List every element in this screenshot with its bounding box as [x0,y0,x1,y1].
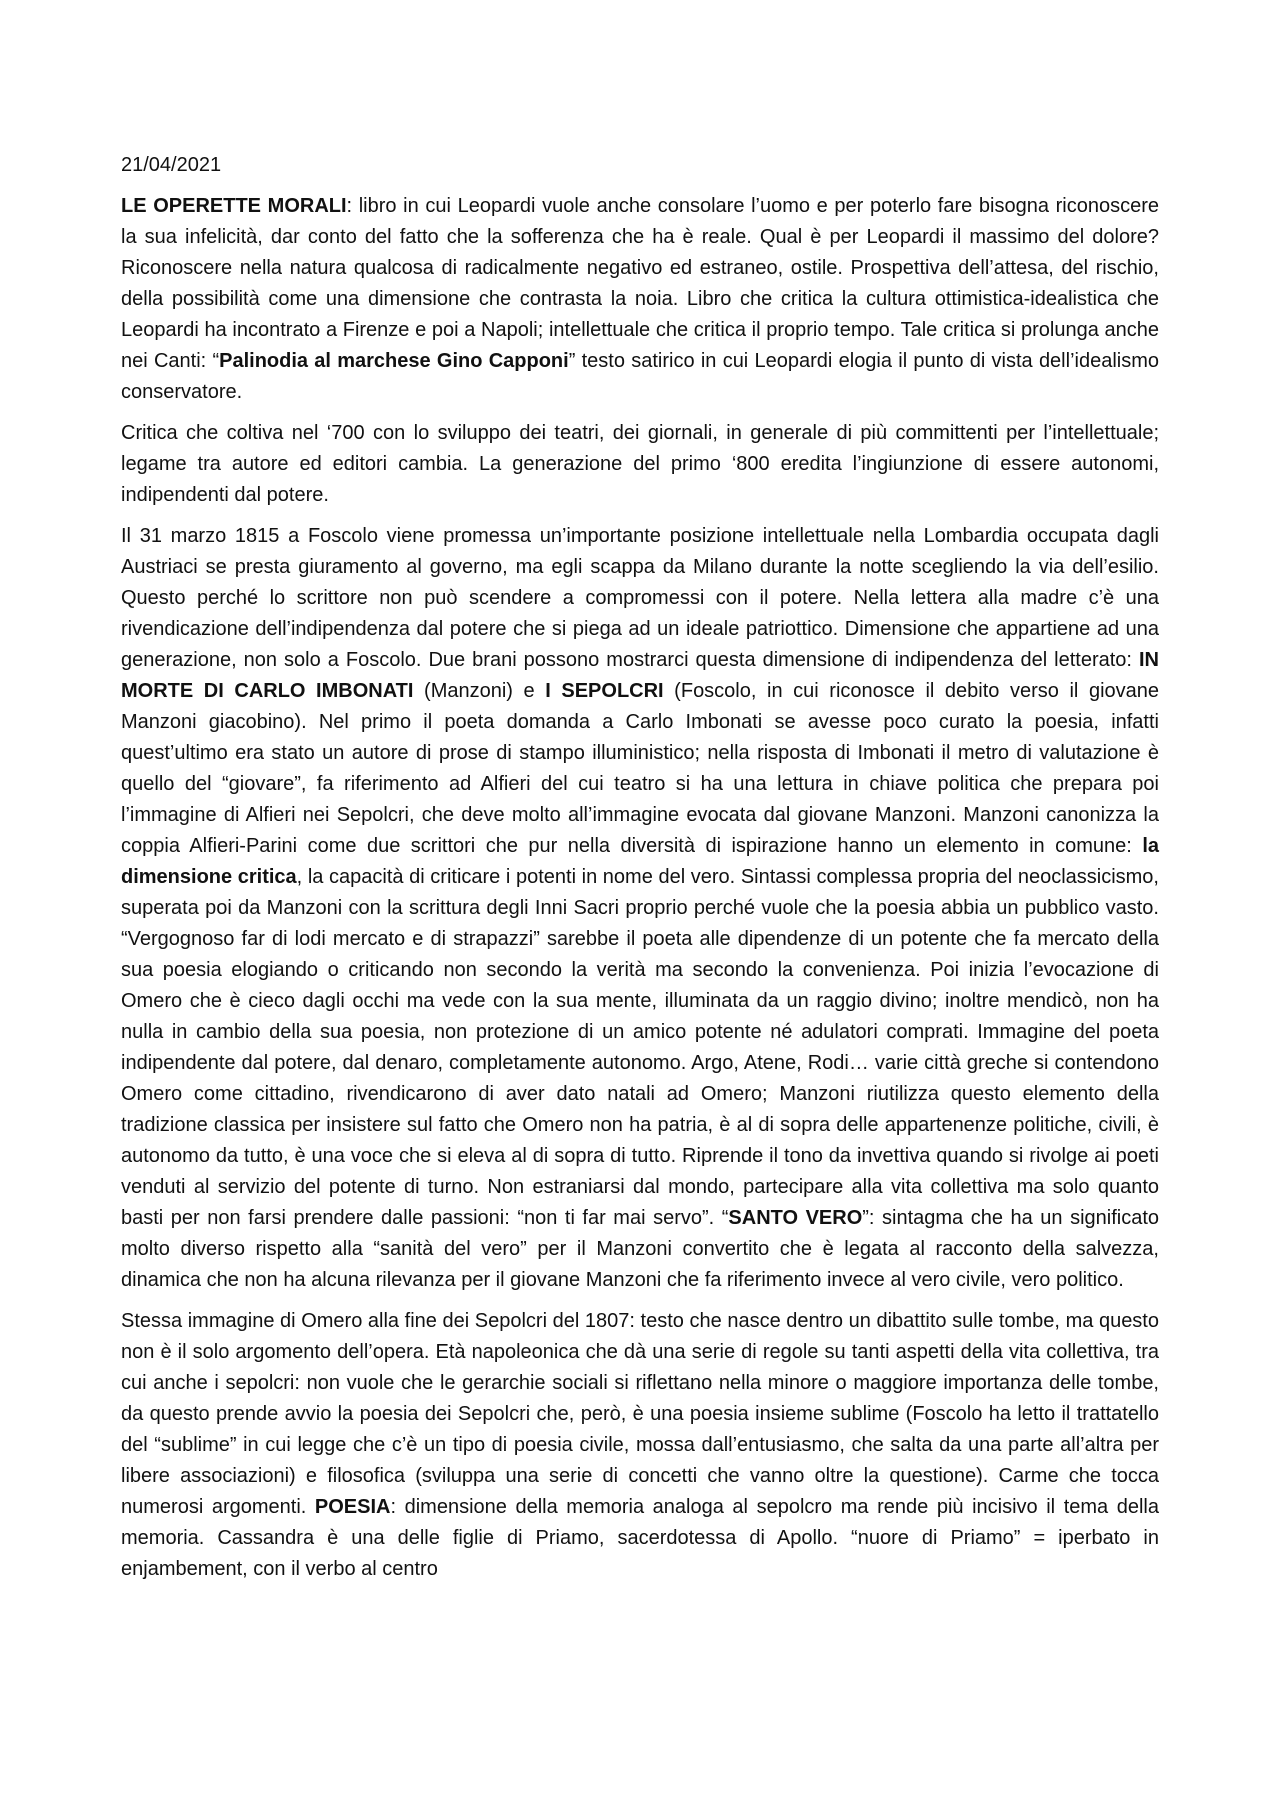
paragraph-text: ” testo satirico in cui Leopardi elogia il punto di vista dell’idealismo conservatore. [121,350,1159,403]
term-poesia: POESIA [314,1496,391,1518]
paragraph-text: , la capacità di criticare i potenti in nome del vero. Sintassi complessa propria del neoclassicismo, superata poi da Manzoni con la scrittura degli Inni Sacri proprio perché vuole che la poesia abbia un pubblico vasto. “Vergognoso far di lodi mercato e di strapazzi” sarebbe il poeta alle dipendenze di un potente che fa mercato della sua poesia elogiando o criticando non secondo la verità ma secondo la convenienza. Poi inizia l’evocazione di Omero che è cieco dagli occhi ma vede con la sua mente, illuminata da un raggio divino; inoltre mendicò, non ha nulla in cambio della sua poesia, non protezione di un amico potente né adulatori comprati. Immagine del poeta indipendente dal potere, dal denaro, completamente autonomo. Argo, Atene, Rodi… varie città greche si contendono Omero come cittadino, rivendicarono di aver dato natali ad Omero; Manzoni riutilizza questo elemento della tradizione classica per insistere sul fatto che Omero non ha patria, è al di sopra delle appartenenze politiche, civili, è autonomo da tutto, è una voce che si eleva al di sopra di tutto. Riprende il tono da invettiva quando si rivolge ai poeti venduti al servizio del potente di turno. Non estraniarsi dal mondo, partecipare alla vita collettiva ma solo quanto basti per non farsi prendere dalle passioni: “non ti far mai servo”. “ [121,866,1159,1229]
paragraph-critica [121,418,1159,511]
term-santo-vero: SANTO VERO [728,1207,863,1229]
paragraph-text: Il 31 marzo 1815 a Foscolo viene promessa un’importante posizione intellettuale nella Lombardia occupata dagli Austriaci se presta giuramento al governo, ma egli scappa da Milano durante la notte scegliendo la via dell’esilio. Questo perché lo scrittore non può scendere a compromessi con il potere. Nella lettera alla madre c’è una rivendicazione dell’indipendenza dal potere che si piega ad un ideale patriottico. Dimensione che appartiene ad una generazione, non solo a Foscolo. Due brani possono mostrarci questa dimensione di indipendenza del letterato: [121,525,1159,671]
document-page [121,150,1159,1595]
paragraph-text: Critica che coltiva nel ‘700 con lo sviluppo dei teatri, dei giornali, in generale di più committenti per l’intellettuale; legame tra autore ed editori cambia. La generazione del primo ‘800 eredita l’ingiunzione di essere autonomi, indipendenti dal potere. [121,422,1159,506]
paragraph-text: (Manzoni) e [413,680,546,702]
paragraph-operette-morali [121,191,1159,408]
paragraph-text: : dimensione della memoria analoga al sepolcro ma rende più incisivo il tema della memoria. Cassandra è una delle figlie di Priamo, sacerdotessa di Apollo. “nuore di Priamo” = iperbato in enjambement, con il verbo al centro [121,1496,1159,1580]
title-in-morte-imbonati: IN MORTE DI CARLO IMBONATI [121,649,1159,702]
term-dimensione-critica: la dimensione critica [121,835,1159,888]
paragraph-text: : libro in cui Leopardi vuole anche consolare l’uomo e per poterlo fare bisogna riconoscere la sua infelicità, dar conto del fatto che la sofferenza che ha è reale. Qual è per Leopardi il massimo del dolore? Riconoscere nella natura qualcosa di radicalmente negativo ed estraneo, ostile. Prospettiva dell’attesa, del rischio, della possibilità come una dimensione che contrasta la noia. Libro che critica la cultura ottimistica-idealistica che Leopardi ha incontrato a Firenze e poi a Napoli; intellettuale che critica il proprio tempo. Tale critica si prolunga anche nei Canti: “ [121,195,1159,372]
title-i-sepolcri: I SEPOLCRI [545,680,664,702]
heading-operette-morali: LE OPERETTE MORALI [121,195,347,217]
title-palinodia: Palinodia al marchese Gino Capponi [219,350,569,372]
paragraph-text: (Foscolo, in cui riconosce il debito verso il giovane Manzoni giacobino). Nel primo il poeta domanda a Carlo Imbonati se avesse poco curato la poesia, infatti quest’ultimo era stato un autore di prose di stampo illuministico; nella risposta di Imbonati il metro di valutazione è quello del “giovare”, fa riferimento ad Alfieri del cui teatro si ha una lettura in chiave politica che prepara poi l’immagine di Alfieri nei Sepolcri, che deve molto all’immagine evocata dal giovane Manzoni. Manzoni canonizza la coppia Alfieri-Parini come due scrittori che pur nella diversità di ispirazione hanno un elemento in comune: [121,680,1159,857]
paragraph-sepolcri [121,1306,1159,1585]
paragraph-text: Stessa immagine di Omero alla fine dei Sepolcri del 1807: testo che nasce dentro un dibattito sulle tombe, ma questo non è il solo argomento dell’opera. Età napoleonica che dà una serie di regole su tanti aspetti della vita collettiva, tra cui anche i sepolcri: non vuole che le gerarchie sociali si riflettano nella minore o maggiore importanza delle tombe, da questo prende avvio la poesia dei Sepolcri che, però, è una poesia insieme sublime (Foscolo ha letto il trattatello del “sublime” in cui legge che c’è un tipo di poesia civile, mossa dall’entusiasmo, che salta da una parte all’altra per libere associazioni) e filosofica (sviluppa una serie di concetti che vanno oltre la questione). Carme che tocca numerosi argomenti. [121,1310,1159,1518]
paragraph-text: ”: sintagma che ha un significato molto diverso rispetto alla “sanità del vero” per il Manzoni convertito che è legata al racconto della salvezza, dinamica che non ha alcuna rilevanza per il giovane Manzoni che fa riferimento invece al vero civile, vero politico. [121,1207,1160,1291]
paragraph-foscolo-manzoni [121,521,1159,1296]
document-date: 21/04/2021 [121,154,222,176]
